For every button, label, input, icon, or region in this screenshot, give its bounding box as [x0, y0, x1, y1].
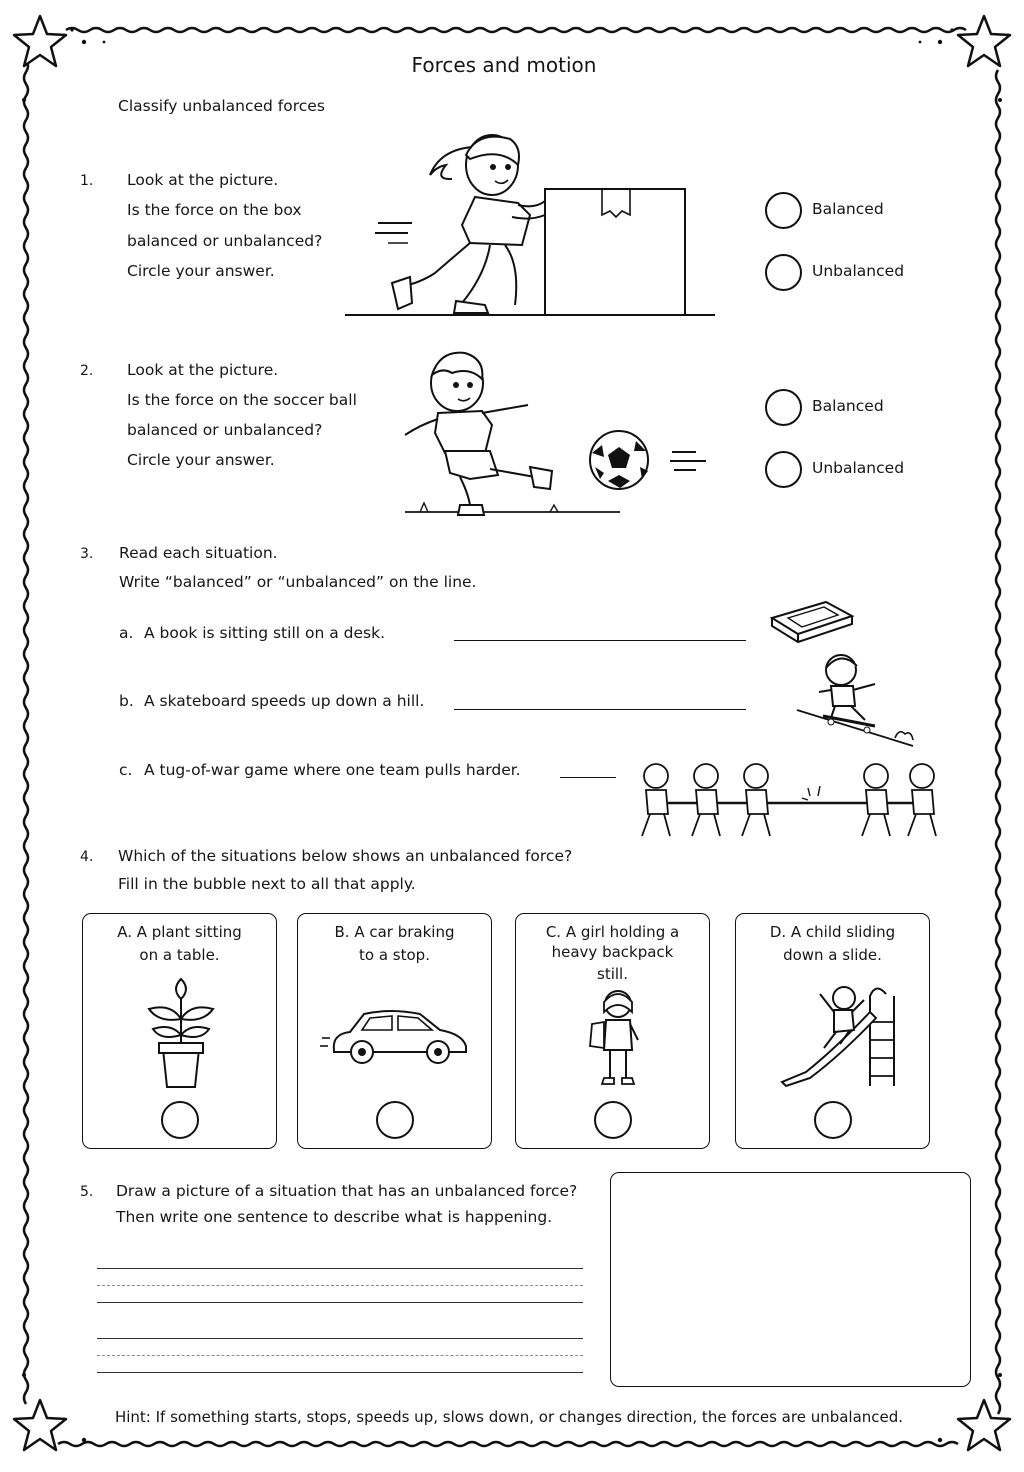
boy-kicking-ball-icon	[390, 345, 720, 525]
question-1-text: Is the force on the box	[127, 201, 302, 219]
child-slide-icon	[776, 982, 896, 1087]
car-icon	[320, 1006, 470, 1066]
hint-text: Hint: If something starts, stops, speeds up, slows down, or changes direction, the forces are unbalanced.	[114, 1408, 904, 1426]
writing-line[interactable]	[97, 1338, 583, 1339]
question-4-number: 4.	[80, 849, 94, 865]
fill-bubble[interactable]	[161, 1101, 199, 1139]
card-text: still.	[597, 965, 628, 983]
option-label: Unbalanced	[812, 262, 905, 280]
option-label: Unbalanced	[812, 459, 905, 477]
card-text: A. A plant sitting	[117, 923, 242, 941]
question-4-text: Which of the situations below shows an unbalanced force?	[118, 847, 573, 865]
item-text: A tug-of-war game where one team pulls harder.	[144, 761, 521, 779]
choice-card-a[interactable]	[82, 913, 277, 1149]
question-1-text: Look at the picture.	[127, 171, 279, 189]
question-3-text: Read each situation.	[119, 544, 278, 562]
choice-card-c[interactable]	[515, 913, 710, 1149]
question-3-text: Write “balanced” or “unbalanced” on the line.	[119, 573, 477, 591]
question-5-text: Then write one sentence to describe what is happening.	[116, 1208, 553, 1226]
skateboarder-icon	[795, 648, 915, 748]
writing-line-dashed	[97, 1285, 583, 1286]
question-3-number: 3.	[80, 546, 94, 562]
choice-card-b[interactable]	[297, 913, 492, 1149]
question-2-text: Circle your answer.	[127, 451, 275, 469]
answer-line[interactable]	[560, 777, 616, 778]
question-1-number: 1.	[80, 173, 94, 189]
answer-bubble[interactable]	[765, 389, 802, 426]
answer-line[interactable]	[454, 640, 746, 641]
question-2-text: Is the force on the soccer ball	[127, 391, 357, 409]
answer-line[interactable]	[454, 709, 746, 710]
potted-plant-icon	[141, 979, 221, 1089]
card-text: D. A child sliding	[769, 923, 896, 941]
question-2-text: Look at the picture.	[127, 361, 279, 379]
writing-line[interactable]	[97, 1268, 583, 1269]
answer-bubble[interactable]	[765, 192, 802, 229]
card-text: on a table.	[139, 946, 220, 964]
item-label: a.	[119, 624, 134, 642]
fill-bubble[interactable]	[594, 1101, 632, 1139]
page-subtitle: Classify unbalanced forces	[118, 97, 325, 115]
choice-card-d[interactable]	[735, 913, 930, 1149]
question-5-text: Draw a picture of a situation that has an unbalanced force?	[116, 1182, 578, 1200]
item-label: b.	[119, 692, 134, 710]
fill-bubble[interactable]	[814, 1101, 852, 1139]
card-text: heavy backpack	[551, 943, 674, 961]
fill-bubble[interactable]	[376, 1101, 414, 1139]
answer-bubble[interactable]	[765, 254, 802, 291]
star-icon	[958, 1400, 1010, 1450]
card-text: C. A girl holding a	[545, 923, 680, 941]
card-text: down a slide.	[783, 946, 882, 964]
girl-pushing-box-icon	[340, 125, 720, 325]
option-label: Balanced	[812, 200, 884, 218]
writing-line[interactable]	[97, 1372, 583, 1373]
girl-backpack-icon	[582, 988, 652, 1088]
tug-of-war-icon	[628, 758, 948, 848]
question-2-text: balanced or unbalanced?	[127, 421, 323, 439]
item-text: A book is sitting still on a desk.	[144, 624, 385, 642]
writing-line-dashed	[97, 1355, 583, 1356]
item-label: c.	[119, 761, 133, 779]
card-text: to a stop.	[359, 946, 430, 964]
drawing-box[interactable]	[610, 1172, 971, 1387]
answer-bubble[interactable]	[765, 451, 802, 488]
writing-line[interactable]	[97, 1302, 583, 1303]
question-1-text: balanced or unbalanced?	[127, 232, 323, 250]
question-4-text: Fill in the bubble next to all that apply.	[118, 875, 416, 893]
book-icon	[768, 598, 858, 648]
page-title: Forces and motion	[411, 53, 597, 77]
question-2-number: 2.	[80, 363, 94, 379]
item-text: A skateboard speeds up down a hill.	[144, 692, 425, 710]
question-1-text: Circle your answer.	[127, 262, 275, 280]
question-5-number: 5.	[80, 1184, 94, 1200]
card-text: B. A car braking	[334, 923, 455, 941]
option-label: Balanced	[812, 397, 884, 415]
